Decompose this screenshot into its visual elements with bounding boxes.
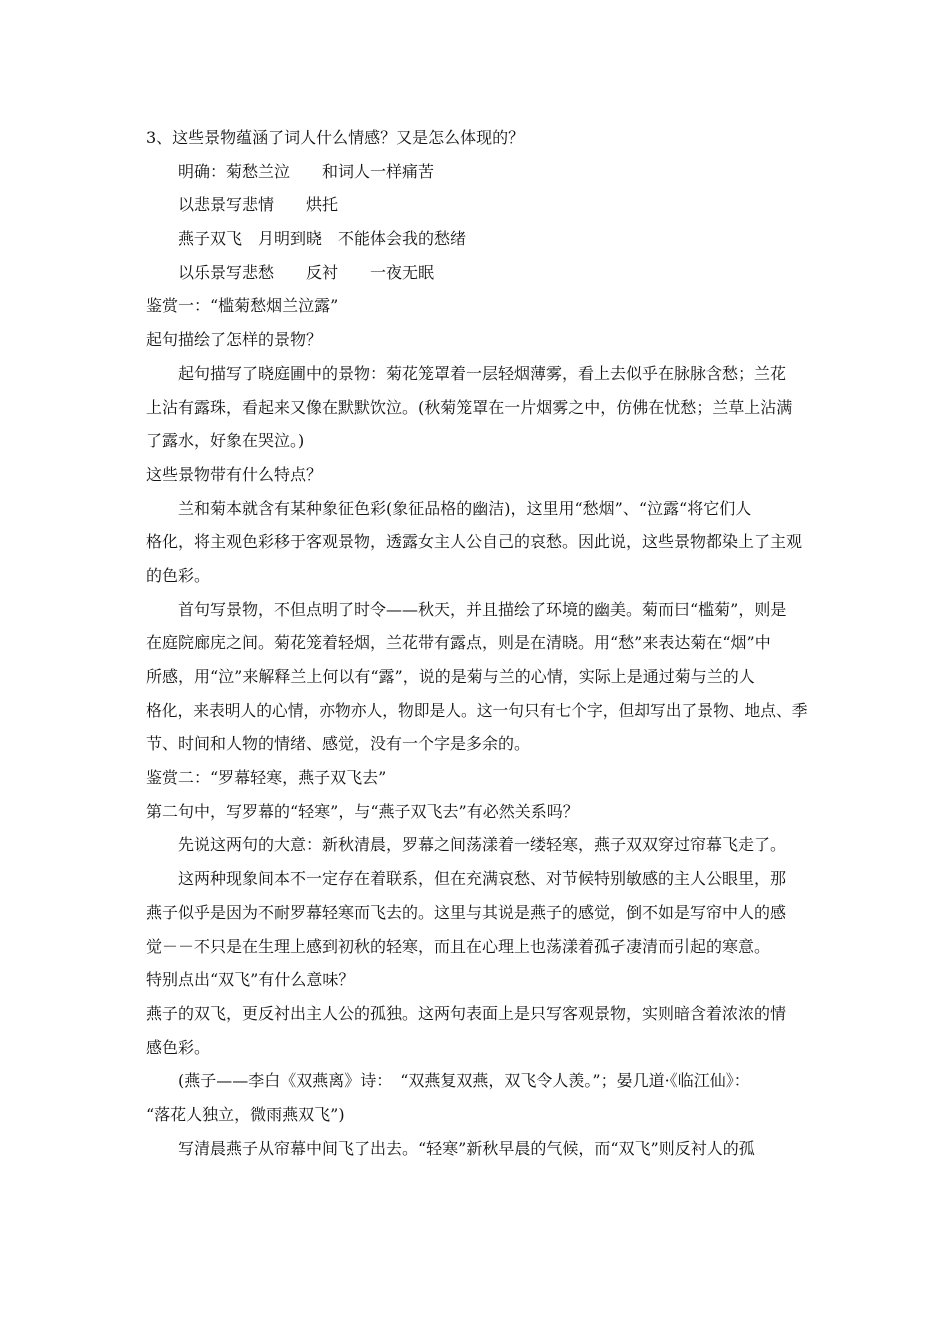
- text-line: 3、这些景物蕴涵了词人什么情感？又是怎么体现的？: [146, 128, 525, 147]
- text-line: 燕子双飞 月明到晓 不能体会我的愁绪: [178, 229, 467, 249]
- text-line: 燕子似乎是因为不耐罗幕轻寒而飞去的。这里与其说是燕子的感觉，倒不如是写帘中人的感: [146, 902, 787, 922]
- text-line: 鉴赏二：“罗幕轻寒，燕子双飞去”: [146, 768, 387, 788]
- text-line: 格化，来表明人的心情，亦物亦人，物即是人。这一句只有七个字，但却写出了景物、地点、季: [146, 700, 808, 720]
- text-line: 的色彩。: [146, 565, 211, 585]
- text-line: 特别点出“双飞”有什么意味？: [146, 970, 355, 990]
- text-line: 写清晨燕子从帘幕中间飞了出去。“轻寒”新秋早晨的气候，而“双飞”则反衬人的孤: [178, 1138, 755, 1158]
- text-line: “落花人独立，微雨燕双飞”): [146, 1104, 345, 1124]
- text-line: 首句写景物，不但点明了时令——秋天，并且描绘了环境的幽美。菊而曰“槛菊”，则是: [178, 599, 787, 619]
- text-line: 所感，用“泣”来解释兰上何以有“露”，说的是菊与兰的心情，实际上是通过菊与兰的人: [146, 667, 755, 686]
- text-line: 节、时间和人物的情绪、感觉，没有一个字是多余的。: [146, 734, 531, 754]
- text-line: 感色彩。: [146, 1037, 211, 1057]
- text-line: 鉴赏一：“槛菊愁烟兰泣露”: [146, 296, 339, 316]
- text-line: 了露水，好象在哭泣。): [146, 431, 305, 451]
- text-line: 格化，将主观色彩移于客观景物，透露女主人公自己的哀愁。因此说，这些景物都染上了主观: [146, 532, 803, 552]
- text-line: 以乐景写悲愁 反衬 一夜无眠: [178, 262, 435, 282]
- text-line: 这两种现象间本不一定存在着联系，但在充满哀愁、对节候特别敏感的主人公眼里，那: [178, 869, 787, 889]
- text-line: 兰和菊本就含有某种象征色彩(象征品格的幽洁)，这里用“愁烟”、“泣露“将它们人: [178, 498, 752, 518]
- text-line: (燕子——李白《双燕离》诗： “双燕复双燕，双飞令人羡。”；晏几道·《临江仙》：: [178, 1071, 750, 1091]
- text-line: 在庭院廊庑之间。菊花笼着轻烟，兰花带有露点，则是在清晓。用“愁”来表达菊在“烟”中: [146, 633, 771, 653]
- text-line: 觉－－不只是在生理上感到初秋的轻寒，而且在心理上也荡漾着孤孑凄清而引起的寒意。: [146, 936, 771, 956]
- text-line: 先说这两句的大意：新秋清晨，罗幕之间荡漾着一缕轻寒，燕子双双穿过帘幕飞走了。: [178, 835, 787, 855]
- text-line: 这些景物带有什么特点？: [146, 464, 323, 484]
- text-line: 起句描绘了怎样的景物？: [146, 330, 323, 350]
- text-line: 以悲景写悲情 烘托: [178, 195, 339, 215]
- document-body: [146, 121, 810, 1165]
- text-line: 燕子的双飞，更反衬出主人公的孤独。这两句表面上是只写客观景物，实则暗含着浓浓的情: [146, 1003, 787, 1023]
- text-line: 第二句中，写罗幕的“轻寒”，与“燕子双飞去”有必然关系吗？: [146, 801, 579, 821]
- text-line: 起句描写了晓庭圃中的景物：菊花笼罩着一层轻烟薄雾，看上去似乎在脉脉含愁；兰花: [178, 363, 787, 383]
- text-line: 上沾有露珠，看起来又像在默默饮泣。(秋菊笼罩在一片烟雾之中，仿佛在忧愁；兰草上沾满: [146, 397, 793, 417]
- text-line: 明确：菊愁兰泣 和词人一样痛苦: [178, 161, 435, 181]
